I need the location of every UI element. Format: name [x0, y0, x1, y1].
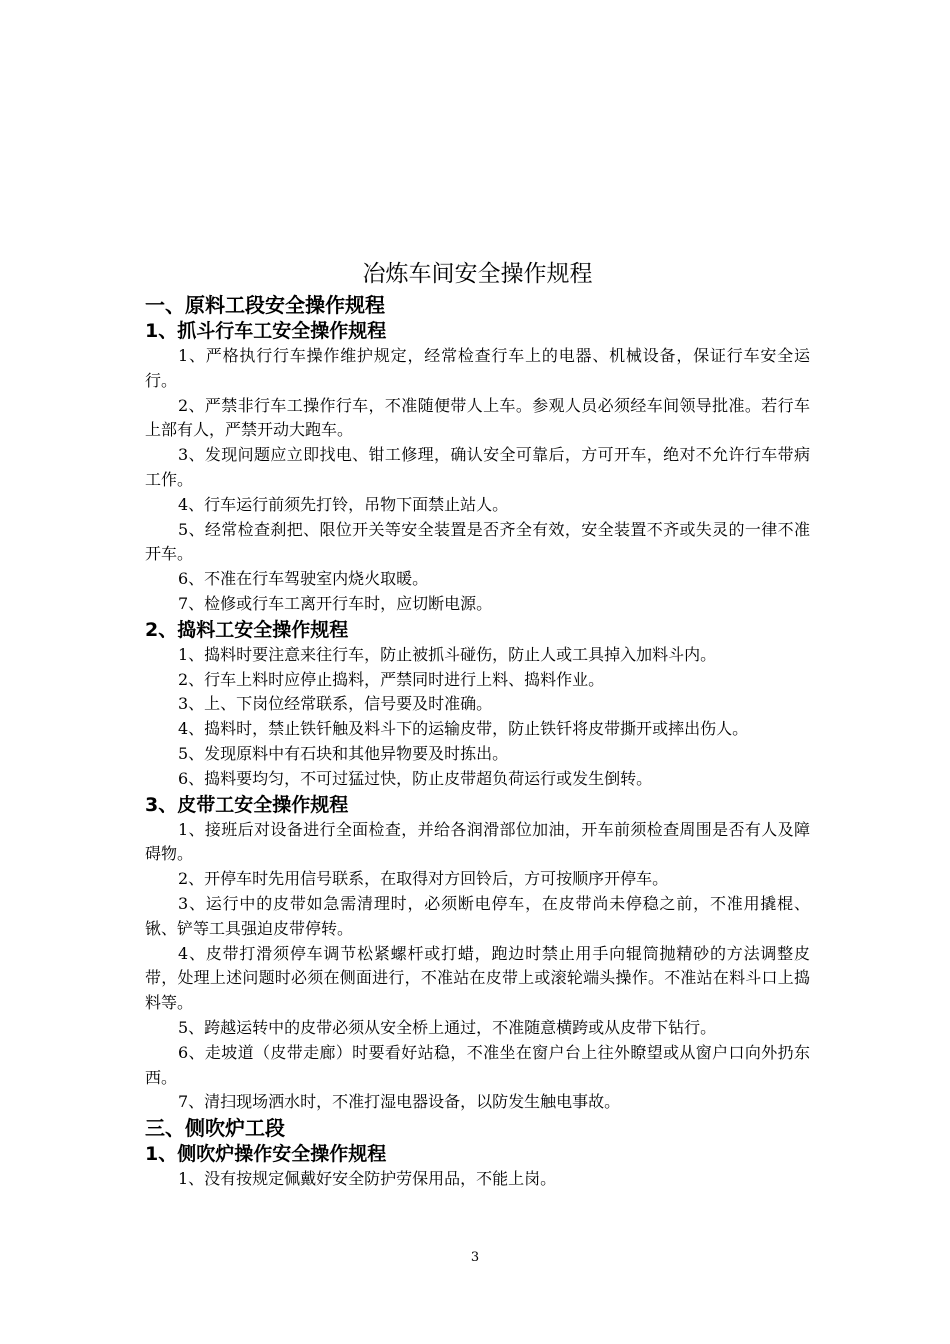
- list-item: 2、开停车时先用信号联系，在取得对方回铃后，方可按顺序开停车。: [178, 869, 669, 889]
- list-item: 3、发现问题应立即找电、钳工修理，确认安全可靠后，方可开车，绝对不允许行车带病工作。: [145, 445, 810, 489]
- list-item: 5、跨越运转中的皮带必须从安全桥上通过，不准随意横跨或从皮带下钻行。: [178, 1017, 717, 1037]
- subsection-heading: 1、侧吹炉操作安全操作规程: [145, 1143, 387, 1166]
- list-item: 2、严禁非行车工操作行车，不准随便带人上车。参观人员必须经车间领导批准。若行车上部有人，严禁开动大跑车。: [145, 395, 810, 440]
- section-heading: 三、侧吹炉工段: [145, 1116, 285, 1141]
- list-item: 4、皮带打滑须停车调节松紧螺杆或打蜡，跑边时禁止用手向辊筒抛精砂的方法调整皮带，处理上述问题时必须在侧面进行，不准站在皮带上或滚轮端头操作。不准站在料斗口上捣料等。: [145, 943, 810, 1013]
- list-item: 1、接班后对设备进行全面检查，并给各润滑部位加油，开车前须检查周围是否有人及障碍物。: [145, 819, 810, 864]
- subsection-heading: 2、捣料工安全操作规程: [145, 618, 349, 641]
- document-body: [145, 258, 810, 1192]
- list-item: 3、上、下岗位经常联系，信号要及时准确。: [178, 694, 493, 714]
- list-item: 1、捣料时要注意来往行车，防止被抓斗碰伤，防止人或工具掉入加料斗内。: [178, 644, 717, 664]
- subsection-heading: 1、抓斗行车工安全操作规程: [145, 320, 387, 342]
- list-item: 7、清扫现场洒水时，不准打湿电器设备，以防发生触电事故。: [178, 1092, 621, 1112]
- list-item: 6、捣料要均匀，不可过猛过快，防止皮带超负荷运行或发生倒转。: [178, 768, 653, 788]
- list-item: 6、不准在行车驾驶室内烧火取暖。: [178, 569, 429, 589]
- list-item: 1、没有按规定佩戴好安全防护劳保用品，不能上岗。: [178, 1169, 557, 1189]
- list-item: 5、发现原料中有石块和其他异物要及时拣出。: [178, 743, 509, 763]
- list-item: 2、行车上料时应停止捣料，严禁同时进行上料、捣料作业。: [178, 669, 605, 689]
- section-heading: 一、原料工段安全操作规程: [145, 293, 385, 317]
- list-item: 4、捣料时，禁止铁钎触及料斗下的运输皮带，防止铁钎将皮带撕开或摔出伤人。: [178, 719, 749, 739]
- document-title: 冶炼车间安全操作规程: [362, 261, 593, 287]
- page-number: 3: [470, 1250, 480, 1265]
- list-item: 5、经常检查刹把、限位开关等安全装置是否齐全有效，安全装置不齐或失灵的一律不准开车。: [145, 519, 810, 564]
- list-item: 1、严格执行行车操作维护规定，经常检查行车上的电器、机械设备，保证行车安全运行。: [145, 346, 810, 390]
- subsection-heading: 3、皮带工安全操作规程: [145, 793, 349, 816]
- list-item: 4、行车运行前须先打铃，吊物下面禁止站人。: [178, 494, 509, 514]
- list-item: 7、检修或行车工离开行车时，应切断电源。: [178, 593, 493, 613]
- list-item: 3、运行中的皮带如急需清理时，必须断电停车，在皮带尚未停稳之前，不准用撬棍、锹、铲等工具强迫皮带停转。: [145, 893, 810, 938]
- list-item: 6、走坡道（皮带走廊）时要看好站稳，不准坐在窗户台上往外瞭望或从窗户口向外扔东西。: [145, 1042, 810, 1087]
